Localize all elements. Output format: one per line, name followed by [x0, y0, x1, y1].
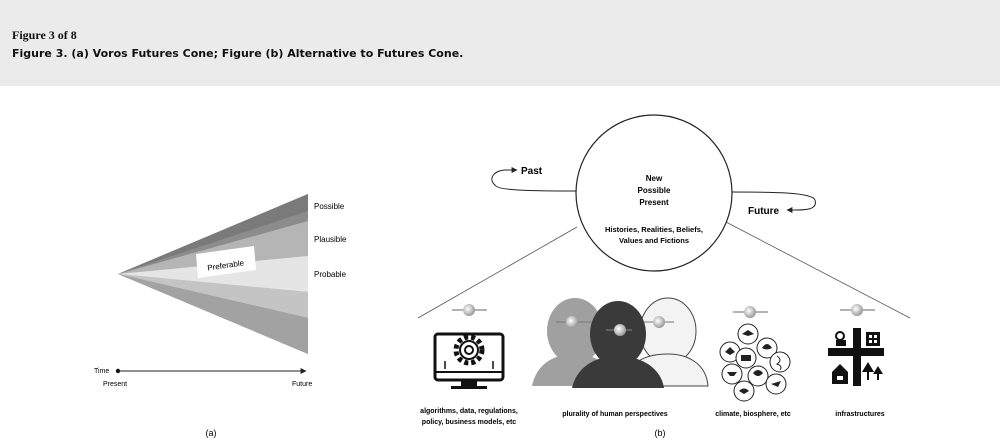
orb-marker [840, 304, 875, 316]
circle-body-line2: Values and Fictions [618, 236, 690, 245]
cone-label-probable: Probable [314, 270, 347, 279]
item-label-algorithms-line1: algorithms, data, regulations, [420, 408, 518, 415]
spread-line-left [418, 227, 577, 318]
item-label-human-perspectives: plurality of human perspectives [562, 411, 668, 418]
cone-label-preferable: Preferable [206, 258, 245, 273]
orb-marker [452, 304, 487, 316]
circle-title-line3: Present [639, 198, 669, 207]
panel-a-label: (a) [205, 428, 217, 438]
cone-label-plausible: Plausible [314, 235, 347, 244]
monitor-gear-icon [435, 334, 503, 389]
item-label-climate: climate, biosphere, etc [715, 411, 791, 418]
circle-title-line2: Possible [637, 186, 671, 195]
circle-title-line1: New [645, 174, 663, 183]
orb-marker [733, 306, 768, 318]
human-heads-icon [532, 298, 708, 388]
spread-line-right [726, 222, 910, 318]
figure-canvas [0, 86, 1000, 446]
panel-b-label: (b) [654, 428, 666, 438]
item-label-infrastructures: infrastructures [835, 411, 885, 418]
circle-body-line1: Histories, Realities, Beliefs, [605, 225, 703, 234]
timeline-present-label: Present [103, 381, 128, 388]
timeline-future-label: Future [292, 381, 313, 388]
future-label: Future [748, 206, 780, 217]
figure-caption: Figure 3. (a) Voros Futures Cone; Figure (b) Alternative to Futures Cone. [12, 47, 464, 60]
timeline-time-label: Time [94, 368, 110, 375]
biosphere-icon [720, 324, 790, 401]
figure-count: Figure 3 of 8 [12, 28, 77, 42]
past-label: Past [521, 166, 543, 177]
cone-label-possible: Possible [314, 202, 345, 211]
figure-header [0, 0, 1000, 86]
item-label-algorithms-line2: policy, business models, etc [421, 419, 517, 426]
infrastructure-icon [828, 328, 884, 386]
futures-cone [118, 194, 308, 354]
